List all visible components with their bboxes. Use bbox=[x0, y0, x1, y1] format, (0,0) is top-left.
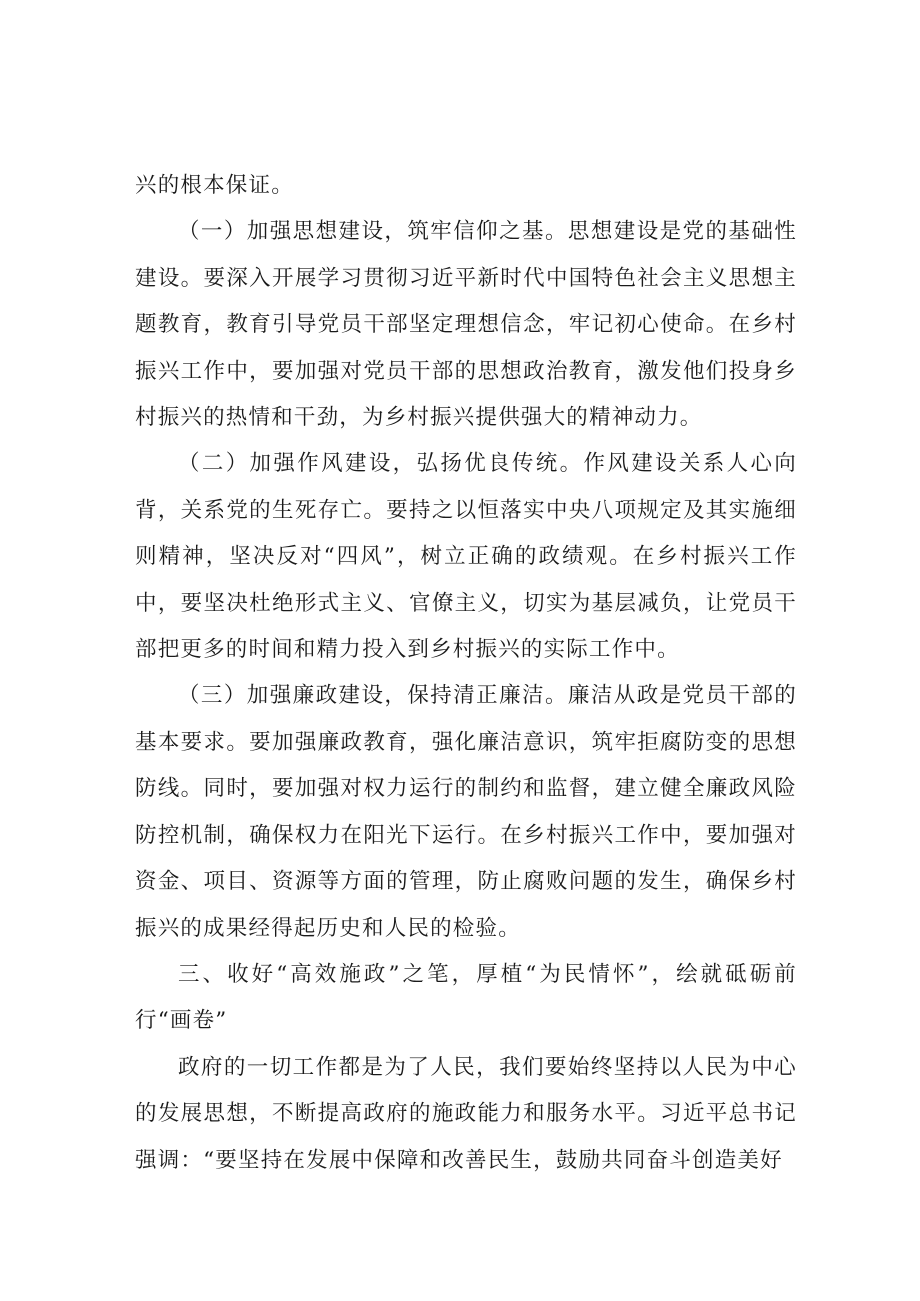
paragraph-body: 政府的一切工作都是为了人民，我们要始终坚持以人民为中心的发展思想，不断提高政府的施政能力和服务水平。习近平总书记强调：“要坚持在发展中保障和改善民生，鼓励共同奋斗创造美好 bbox=[135, 1054, 797, 1173]
paragraph-section-1: （一）加强思想建设，筑牢信仰之基。思想建设是党的基础性建设。要深入开展学习贯彻习近平新时代中国特色社会主义思想主题教育，教育引导党员干部坚定理想信念，牢记初心使命。在乡村振兴工作中，要加强对党员干部的思想政治教育，激发他们投身乡村振兴的热情和干劲，为乡村振兴提供强大的精神动力。 bbox=[135, 219, 797, 431]
document-body bbox=[135, 163, 797, 1184]
paragraph-section-2: （二）加强作风建设，弘扬优良传统。作风建设关系人心向背，关系党的生死存亡。要持之以恒落实中央八项规定及其实施细则精神，坚决反对“四风”，树立正确的政绩观。在乡村振兴工作中，要坚决杜绝形式主义、官僚主义，切实为基层减负，让党员干部把更多的时间和精力投入到乡村振兴的实际工作中。 bbox=[135, 451, 797, 663]
section-heading-3: 三、收好“高效施政”之笔，厚植“为民情怀”，绘就砥砺前行“画卷” bbox=[135, 961, 797, 1034]
paragraph-continuation: 兴的根本保证。 bbox=[135, 173, 294, 198]
paragraph-section-3: （三）加强廉政建设，保持清正廉洁。廉洁从政是党员干部的基本要求。要加强廉政教育，强化廉洁意识，筑牢拒腐防变的思想防线。同时，要加强对权力运行的制约和监督，建立健全廉政风险防控机制，确保权力在阳光下运行。在乡村振兴工作中，要加强对资金、项目、资源等方面的管理，防止腐败问题的发生，确保乡村振兴的成果经得起历史和人民的检验。 bbox=[135, 683, 797, 941]
